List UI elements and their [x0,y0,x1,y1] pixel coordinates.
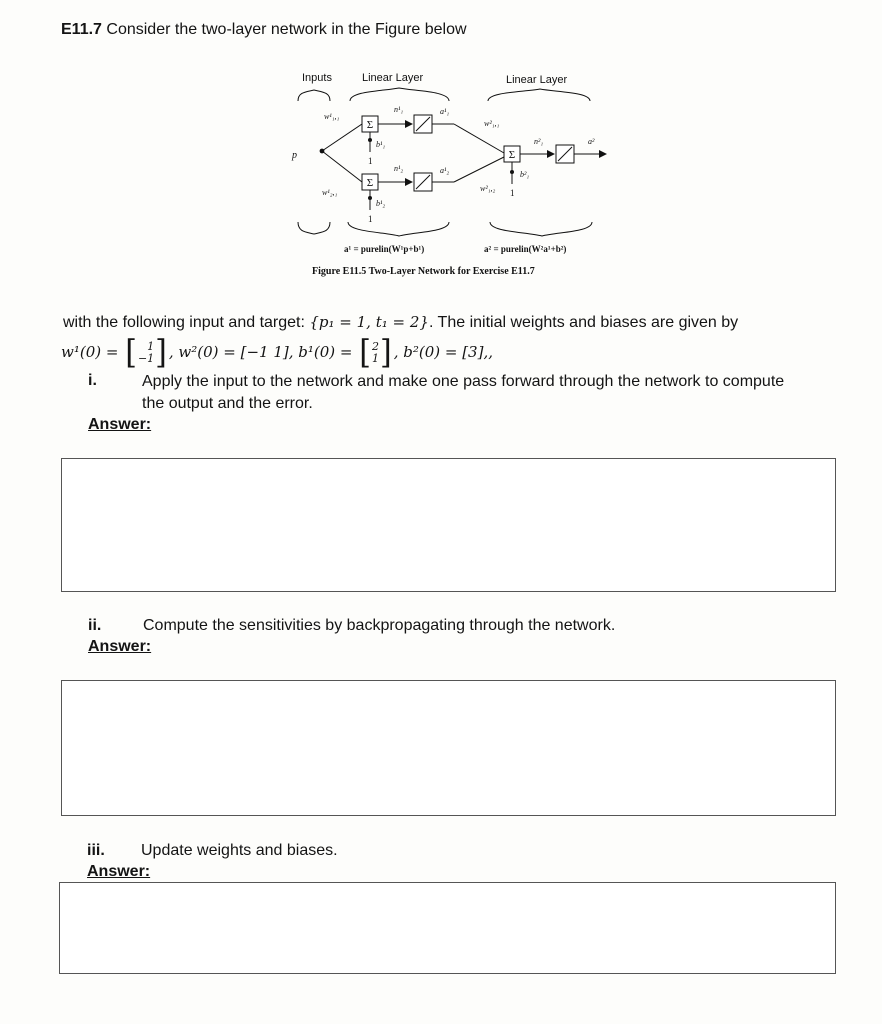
bias1-2-node [368,196,372,200]
question-2-text: Compute the sensitivities by backpropagating through the network. [143,617,616,634]
layer2-bottom-brace [490,222,592,236]
question-1-number: i. [88,372,97,389]
b2-value: , b²(0) = [3],, [393,343,493,362]
w2-11-label: w²₁,₁ [484,119,500,128]
layer2-equation: a² = purelin(W²a¹+b²) [484,244,567,254]
b1-1-label: b¹₁ [376,140,386,149]
bias2-1-node [510,170,514,174]
weight-line-w2-11 [454,124,504,153]
n1-1-label: n¹₁ [394,105,404,114]
b1-top-value: 2 [371,340,379,353]
w1-11-label: w¹₁,₁ [324,112,340,121]
w1-matrix [125,333,167,372]
layer1-top-brace [350,88,449,101]
bias1-1-node [368,138,372,142]
linear-layer-1-label: Linear Layer [362,72,424,84]
intro-text [63,310,738,335]
exercise-heading [61,21,467,39]
answer-3-label: Answer: [87,863,151,880]
a2-label: a² [588,137,595,146]
answer-1-label: Answer: [88,416,152,433]
input-target-pair: {p₁ = 1, t₁ = 2} [309,313,429,331]
b1-label: b¹(0) = [298,343,358,362]
question-3-number: iii. [87,842,105,859]
w1-21-label: w¹₂,₁ [322,188,338,197]
w1-top-value: 1 [147,340,155,353]
sum-symbol-2: Σ [366,177,374,189]
one-3-label: 1 [510,188,515,198]
figure-caption: Figure E11.5 Two-Layer Network for Exercise E11.7 [312,266,535,277]
inputs-bottom-brace [298,222,330,234]
input-p-label: p [292,150,297,161]
b1-left-bracket: [ [359,333,371,372]
exercise-title: Consider the two-layer network in the Figure below [106,21,467,38]
question-1-text [142,371,862,415]
b1-bottom-value: 1 [371,352,379,365]
initial-parameters [61,333,493,372]
a1-1-label: a¹₁ [440,107,450,116]
weight-line-w2-12 [454,157,504,182]
inputs-label: Inputs [302,72,332,84]
weight-line-w21 [322,151,362,182]
one-2-label: 1 [368,214,373,224]
question-1-line-1: Apply the input to the network and make one pass forward through the network to compute [142,373,785,390]
sum-symbol-layer2: Σ [508,149,516,161]
layer1-bottom-brace [348,222,449,236]
sum-symbol-1: Σ [366,119,374,131]
w1-right-bracket: ] [155,333,167,372]
b1-2-label: b¹₂ [376,199,386,208]
w1-bottom-value: −1 [137,352,155,365]
intro-before: with the following input and target: [63,314,310,331]
intro-after: . The initial weights and biases are given by [428,314,739,331]
two-layer-network-figure [284,64,614,282]
w1-label: w¹(0) = [61,343,124,362]
layer1-equation: a¹ = purelin(W¹p+b¹) [344,244,425,254]
n1-2-label: n¹₂ [394,164,404,173]
linear-layer-2-label: Linear Layer [506,74,568,86]
n2-1-label: n²₁ [534,137,544,146]
layer2-top-brace [488,89,590,101]
question-3-text: Update weights and biases. [141,842,338,859]
answer-2-label: Answer: [88,638,152,655]
answer-3-box[interactable] [59,882,836,974]
w2-12-label: w²₁,₂ [480,184,496,193]
answer-2-box[interactable] [61,680,836,816]
exercise-number: E11.7 [61,21,102,38]
inputs-top-brace [298,90,330,101]
one-1-label: 1 [368,156,373,166]
answer-1-box[interactable] [61,458,836,592]
weight-line-w11 [322,124,362,151]
question-2-number: ii. [88,617,102,634]
question-1-line-2: the output and the error. [142,395,313,412]
b2-1-label: b²₁ [520,170,530,179]
b1-right-bracket: ] [379,333,392,372]
a1-2-label: a¹₂ [440,166,450,175]
w1-left-bracket: [ [125,333,137,372]
w2-value: , w²(0) = [−1 1], [168,343,299,362]
b1-matrix [359,333,392,372]
